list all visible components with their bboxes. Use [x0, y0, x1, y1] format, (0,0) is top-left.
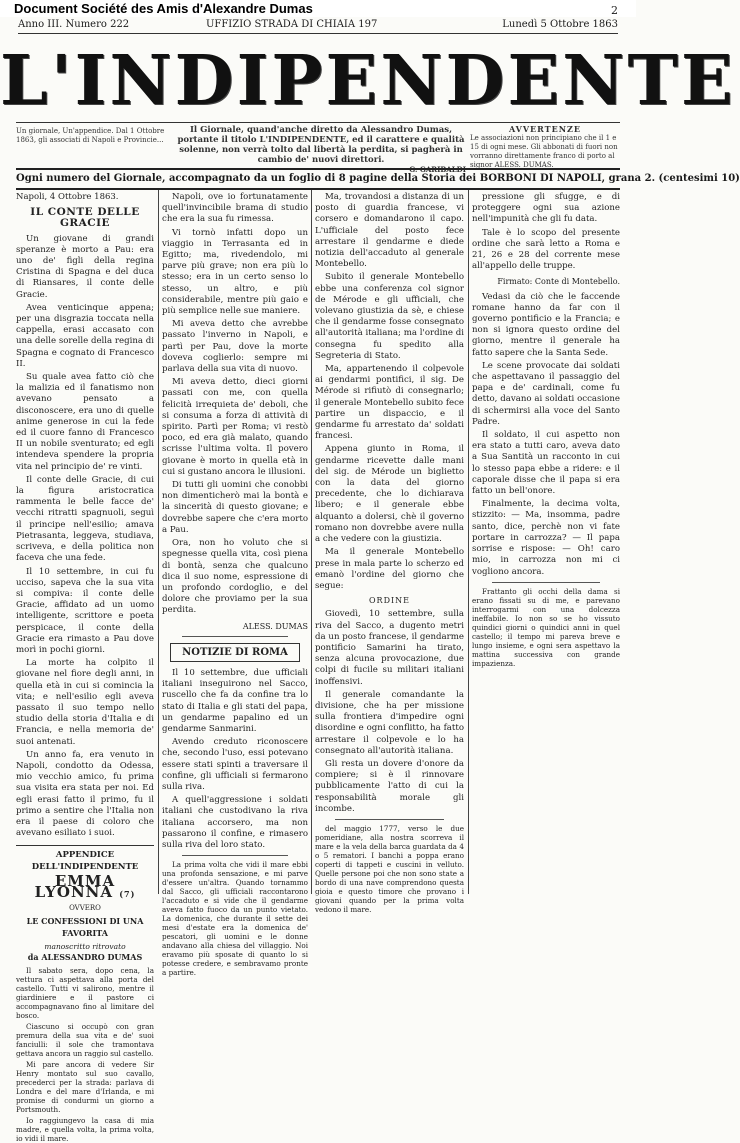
- issue-line: [18, 19, 618, 34]
- divider: [335, 819, 444, 820]
- article-paragraph: Mi aveva detto che avrebbe passato l'inverno in Napoli, e partì per Pau, dove la morte doveva coglierlo: sempre mi parlava della sua vita di nuovo.: [162, 319, 308, 375]
- article-paragraph: Vedasi da ciò che le faccende romane hanno da far con il governo pontificio e la Francia; e non si ignora questo ordine del giorno, mentre il generale ha fatto sapere che la Santa Sede.: [472, 291, 620, 358]
- divider: [182, 855, 288, 856]
- info-band: [16, 122, 620, 174]
- article-paragraph: Avea venticinque appena; per una disgrazia toccata nella cappella, erasi accasato con una delle sorelle della regina di Spagna e cognato di Francesco II.: [16, 302, 154, 369]
- column-divider: [468, 190, 469, 894]
- article-paragraph: Di tutti gli uomini che conobbi non dimenticherò mai la bontà e la sincerità di questo giovane; e dovrebbe sapere che c'era morto a Pau.: [162, 480, 308, 535]
- article-paragraph: Tale è lo scopo del presente ordine che sarà letto a Roma e 21, 26 e 28 del corrente mese all'appello delle truppe.: [472, 227, 620, 272]
- article-signature: ALESS. DUMAS: [242, 621, 308, 631]
- article-paragraph: Un giovane di grandi speranze è morto a Pau: era uno de' figli della regina Cristina di Spagna e del duca di Riansares, il conte delle Gracie.: [16, 233, 154, 300]
- article-paragraph: Mi aveva detto, dieci giorni passati con me, con quella felicità irrequieta de' deboli, che si consuma a forza di attività di spirito. Partì per Roma; vi restò poco, ed era già malato, quando scrisse l'ultima volta. Il povero giovane è morto in quella età in cui si gustano ancora le illusioni.: [162, 377, 308, 477]
- article-paragraph: Il conte delle Gracie, di cui la figura aristocratica rammenta le belle facce de' vecchi ritratti spagnuoli, seguì il principe nell'esilio; amava Pietrasanta, leggeva, studiava, scriveva, e della politica non faceva che una fede.: [16, 474, 154, 564]
- article-paragraph: A quell'aggressione i soldati italiani che custodivano la riva italiana accorsero, ma non passarono il confine, e rimasero sulla riva del loro stato.: [162, 795, 308, 850]
- order-paragraph: Giovedì, 10 settembre, sulla riva del Sacco, a dugento metri da un posto francese, il gendarme pontificio Samarini ha tirato, senza alcuna provocazione, due colpi di fucile su militari italiani inoffensivi.: [315, 609, 464, 687]
- article-paragraph: Napoli, ove io fortunatamente quell'invincibile brama di studio che era la sua fu rimessa.: [162, 192, 308, 225]
- column-divider: [311, 190, 312, 894]
- issue-number: Anno III. Numero 222: [18, 19, 130, 30]
- dateline: Napoli, 4 Ottobre 1863.: [16, 192, 119, 202]
- archive-banner: [0, 0, 636, 17]
- archive-banner-text: Document Société des Amis d'Alexandre Dumas: [14, 1, 313, 16]
- order-paragraph: Il generale comandante la divisione, che ha per missione sulla frontiera d'impedire ogni disordine e ogni conflitto, ha fatto arrestare il colpevole e lo ha consegnato all'autorità italiana.: [315, 689, 464, 756]
- column-2: [162, 192, 308, 978]
- appendix-header: [16, 845, 154, 963]
- article-paragraph: Ma il generale Montebello prese in mala parte lo scherzo ed emanò l'ordine del giorno che segue:: [315, 547, 464, 591]
- appendix-heading: APPENDICE DELL'INDIPENDENTE: [31, 850, 139, 872]
- serial-subtitle: LE CONFESSIONI DI UNA FAVORITA: [26, 916, 144, 938]
- article-paragraph: Finalmente, la decima volta, stizzito: — Ma, insomma, padre santo, dice, perchè non vi fate portare in carrozza? — Il papa sorrise e rispose: — Oh! caro mio, in carrozza non mi ci vogliono ancora.: [472, 499, 620, 577]
- article-paragraph: Ma, trovandosi a distanza di un posto di guardia francese, vi corsero e domandarono il capo. L'ufficiale del posto fece arrestare il gendarme e diede notizia dell'accaduto al generale Montebello.: [315, 192, 464, 270]
- serial-paragraph: Mi pare ancora di vedere Sir Henry montato sul suo cavallo, precederci per la strada: parlava di Londra e del mare d'Irlanda, e mi promise di condurmi un giorno a Portsmouth.: [16, 1060, 154, 1115]
- column-1: [16, 192, 154, 1143]
- article-paragraph: Le scene provocate dai soldati che aspettavano il passaggio del papa e de' cardinali, come fu detto, davano ai soldati occasione di schermirsi alla voce del Santo Padre.: [472, 360, 620, 427]
- order-signature: Firmato: Conte di Montebello.: [497, 277, 620, 287]
- issue-date: Lunedì 5 Ottobre 1863: [502, 19, 618, 30]
- serial-episode: (7): [119, 888, 136, 899]
- serial-paragraph: Il sabato sera, dopo cena, la vettura ci aspettava alla porta del castello. Tutti vi salirono, mentre il giardiniere e il pastore ci accompagnavano fino al limitare del bosco.: [16, 966, 154, 1021]
- notices-text: Le associazioni non principiano che il 1 e 15 di ogni mese. Gli abbonati di fuori non vorranno direttamente franco di porto al signor ALESS. DUMAS.: [470, 134, 618, 169]
- office-address: UFFIZIO STRADA DI CHIAIA 197: [206, 19, 378, 30]
- serial-paragraph: Ciascuno si occupò con gran premura della sua vita e de' suoi fanciulli: il sole che tramontava gettava ancora un raggio sul castello.: [16, 1022, 154, 1059]
- serial-paragraph: Frattanto gli occhi della dama si erano fissati su di me, e parevano interrogarmi con una dolcezza ineffabile. Io non so se ho vissuto quindici giorni o quindici anni in quel castello; il tempo mi pareva breve e lungo insieme, e ogni sera aspettavo la mattina successiva con grande impazienza.: [472, 586, 620, 668]
- article-paragraph: Subito il generale Montebello ebbe una conferenza col signor de Mérode e gli ufficiali, che volevano giustizia da sè, e chiese che il gendarme fosse consegnato all'autorità italiana; ma l'ordine di consegna fu spedito alla Segreteria di Stato.: [315, 272, 464, 361]
- article-paragraph: Su quale avea fatto ciò che la malizia ed il fanatismo non avevano pensato a disconoscere, era uno di quelle anime generose in cui la fede ed il cuore fanno di Francesco II un nobile sventurato; ed egli intendeva spendere la propria vita nel principio de' re vinti.: [16, 372, 154, 472]
- garibaldi-quote-text: Il Giornale, quand'anche diretto da Alessandro Dumas, portante il titolo L'INDIPENDENTE, ed il carattere e qualità solenne, non verrà tolto dal libertà la perdita, si pagherà in cambio de' nuovi direttori.: [177, 125, 465, 165]
- order-subhead: ORDINE: [369, 596, 410, 606]
- column-4: [472, 192, 620, 894]
- subscription-info: Un giornale, Un'appendice. Dal 1 Ottobre 1863, gli associati di Napoli e Provincie...: [16, 127, 165, 144]
- masthead-title: L'INDIPENDENTE: [0, 41, 736, 121]
- article-paragraph: pressione gli sfugge, e di proteggere ogni sua azione nell'impunità che gli fu data.: [472, 192, 620, 225]
- article-paragraph: Avendo creduto riconoscere che, secondo l'uso, essi potevano essere stati spinti a traversare il confine, gli ufficiali si fermarono sulla riva.: [162, 737, 308, 792]
- article-paragraph: Il soldato, il cui aspetto non era stato a tutti caro, aveva dato a Sua Santità un racconto in cui lo stesso papa ebbe a ridere: e il caporale disse che il papa si era fatto un bell'onore.: [472, 430, 620, 497]
- serial-paragraph: del maggio 1777, verso le due pomeridiane, alla nostra scorreva il mare e la vela della barca guardata da 4 o 5 rematori. I banchi a poppa erano coperti di tappeti e cuscini in velluto. Quelle persone poi che non sono state a bordo di una nave comprendono questa gioia e questo timore che provano i giovani quando per la prima volta vedono il mare.: [315, 823, 464, 914]
- article-paragraph: Ma, appartenendo il colpevole ai gendarmi pontifici, il sig. De Mérode si rifiutò di consegnarlo; il generale Montebello subito fece partire un dispaccio, e il gendarme fu arrestato da' soldati francesi.: [315, 364, 464, 442]
- serial-manuscript: manoscritto ritrovato: [44, 941, 126, 951]
- article-paragraph: Ora, non ho voluto che si spegnesse quella vita, così piena di bontà, senza che qualcuno dica il suo nome, espressione di un profondo cordoglio, e del dolore che proviamo per la sua perdita.: [162, 538, 308, 616]
- column-divider: [158, 190, 159, 894]
- article-paragraph: La morte ha colpito il giovane nel fiore degli anni, in quella età in cui si comincia la vita; e nell'esilio egli aveva passato il suo tempo nello studio della storia d'Italia e di Francia, e nella memoria de' suoi antenati.: [16, 658, 154, 747]
- notices-title: AVVERTENZE: [509, 124, 581, 134]
- article-headline: IL CONTE DELLE GRACIE: [30, 206, 140, 230]
- article-paragraph: Appena giunto in Roma, il gendarme ricevette dalle mani del sig. de Mérode un biglietto con la data del giorno precedente, che lo dichiarava libero; e il generale ebbe alquanto a dolersi, chè il governo romano non dovrebbe avere nulla a che vedere con la giustizia.: [315, 444, 464, 545]
- serial-paragraph: La prima volta che vidi il mare ebbi una profonda sensazione, e mi parve d'essere un'altra. Quando tornammo dal Sacco, gli ufficiali raccontarono l'accaduto e si vide che il gendarme aveva fatto fuoco da un punto vietato. La domenica, che durante il sette dei mesi d'estate era la domenica de' pescatori, gli uomini e le donne andavano alla chiesa del villaggio. Noi eravamo più sposate di quanto lo si potesse credere, e sembravamo pronte a partire.: [162, 860, 308, 978]
- divider: [492, 582, 600, 583]
- announcement-bar: Ogni numero del Giornale, accompagnato da un foglio di 8 pagine della Storia dei BORBONI DI NAPOLI, grana 2. (centesimi 10): [16, 168, 620, 190]
- divider: [182, 636, 288, 637]
- article-paragraph: Il 10 settembre, in cui fu ucciso, sapeva che la sua vita si compiva: il conte delle Gracie, affidato ad un uomo intelligente, scrittore e poeta perspicace, il conte della Gracie era rimasto a Pau dove morì in pochi giorni.: [16, 566, 154, 655]
- article-paragraph: Vi tornò infatti dopo un viaggio in Terrasanta ed in Egitto; ma, rivedendolo, mi parve più grave; non era più lo stesso; era in un certo senso lo stesso, un altro, e più considerabile, mentre più gaio e più semplice nelle sue maniere.: [162, 227, 308, 317]
- notices-box: [470, 125, 620, 170]
- garibaldi-signature: G. GARIBALDI: [409, 165, 466, 174]
- column-3: [315, 192, 464, 914]
- section-headline: NOTIZIE DI ROMA: [170, 643, 300, 662]
- order-paragraph: Gli resta un dovere d'onore da compiere; si è il rinnovare pubblicamente l'atto di cui la responsabilità morale gli incombe.: [315, 758, 464, 814]
- article-paragraph: Un anno fa, era venuto in Napoli, condotto da Odessa, mio vecchio amico, fu prima sua visita era stata per noi. Ed egli erasi fatto il primo, fu il primo a sentire che l'Italia non era il paese di coloro che avevano esiliato i suoi.: [16, 749, 154, 839]
- serial-ovvero: OVVERO: [69, 904, 101, 913]
- serial-author: da ALESSANDRO DUMAS: [27, 952, 143, 962]
- article-paragraph: Il 10 settembre, due ufficiali italiani inseguirono nel Sacco, ruscello che fa da confine tra lo stato di Italia e gli stati del papa, un gendarme papalino ed un gendarme Sanmarini.: [162, 667, 308, 734]
- serial-title-text: EMMA LYONNA: [34, 871, 116, 901]
- page-number: 2: [611, 4, 618, 17]
- serial-title: [16, 871, 154, 901]
- serial-paragraph: Io raggiungevo la casa di mia madre, e quella volta, la prima volta, io vidi il mare.: [16, 1116, 154, 1143]
